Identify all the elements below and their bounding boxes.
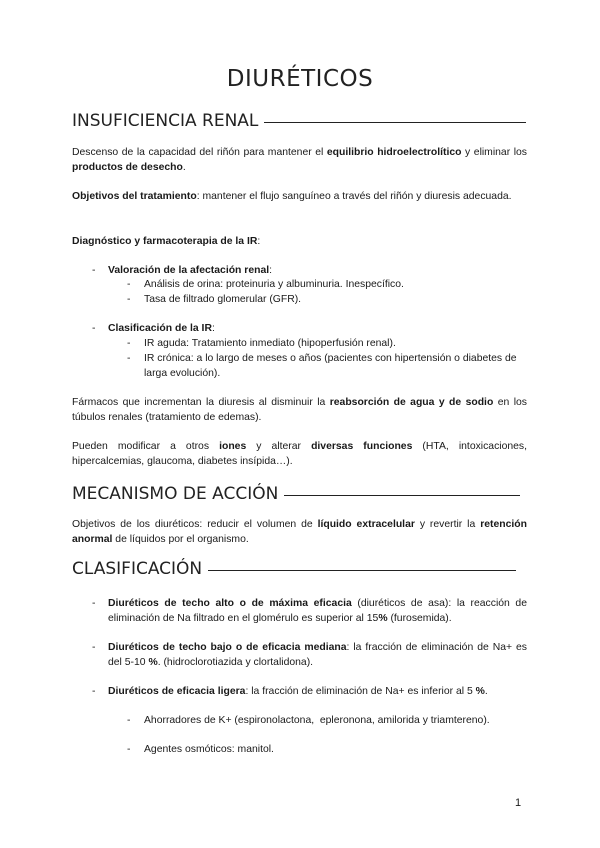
text: y eliminar los: [461, 147, 527, 158]
dash-marker: -: [127, 279, 131, 290]
bold-text: productos de desecho: [72, 162, 183, 173]
text: en los túbulos renales (tratamiento de edemas).: [72, 397, 527, 423]
section-heading-clasificacion: [72, 558, 516, 580]
sub-bullet: [127, 277, 527, 292]
sub-bullet-text: IR aguda: Tratamiento inmediato (hipoperfusión renal).: [144, 338, 396, 349]
bold-text: Diuréticos de techo bajo o de eficacia mediana: [108, 642, 347, 653]
paragraph-farmacos: [72, 395, 527, 425]
sub-bullet: [127, 336, 527, 351]
dash-marker: -: [127, 715, 131, 726]
bold-text: iones: [219, 441, 247, 452]
bullet-techo-alto: [92, 596, 527, 626]
bullet-valoracion: [92, 263, 527, 278]
bold-text: Diagnóstico y farmacoterapia de la IR: [72, 236, 258, 247]
bold-text: %: [148, 657, 158, 668]
text: : mantener el flujo sanguíneo a través del riñón y diuresis adecuada.: [196, 191, 512, 202]
text: (furosemida).: [387, 613, 452, 624]
heading-rule: [264, 122, 526, 123]
bold-text: %: [475, 686, 485, 697]
text: : la fracción de eliminación de Na+ es del 5-10: [108, 642, 527, 668]
text: : la fracción de eliminación de Na+ es inferior al 5: [245, 686, 476, 697]
text: Fármacos que incrementan la diuresis al disminuir la: [72, 397, 330, 408]
bold-text: líquido extracelular: [317, 519, 415, 530]
heading-rule: [284, 495, 520, 496]
section-heading-mecanismo: [72, 483, 520, 505]
page-number: 1: [515, 797, 522, 809]
text: :: [257, 236, 261, 247]
sub-bullet-text: Ahorradores de K+ (espironolactona, epleronona, amilorida y triamtereno).: [144, 715, 490, 726]
bold-text: Valoración de la afectación renal: [108, 265, 270, 276]
bold-text: equilibrio hidroelectrolítico: [326, 147, 462, 158]
dash-marker: -: [92, 265, 96, 276]
sub-bullet-text: Agentes osmóticos: manitol.: [144, 744, 274, 755]
paragraph-iones: [72, 439, 527, 469]
text: y revertir la: [414, 519, 481, 530]
paragraph-descenso: [72, 145, 527, 175]
text: :: [211, 323, 215, 334]
sub-bullet-text: Análisis de orina: proteinuria y albuminuria. Inespecífico.: [144, 279, 404, 290]
text: (diuréticos de asa): la reacción de eliminación de Na filtrado en el glomérulo es superior al 15: [108, 598, 527, 624]
text: (HTA, intoxicaciones, hipercalcemias, glaucoma, diabetes insípida…).: [72, 441, 527, 467]
text: .: [484, 686, 488, 697]
sub-bullet: [127, 713, 527, 728]
dash-marker: -: [92, 598, 96, 609]
text: de líquidos por el organismo.: [112, 534, 249, 545]
sub-bullet: [127, 742, 527, 757]
sub-bullet-text: Tasa de filtrado glomerular (GFR).: [144, 294, 302, 305]
bold-text: reabsorción de agua y de sodio: [329, 397, 494, 408]
bold-text: retención anormal: [72, 519, 527, 545]
bold-text: Diuréticos de techo alto o de máxima eficacia: [108, 598, 352, 609]
bold-text: Diuréticos de eficacia ligera: [108, 686, 246, 697]
dash-marker: -: [127, 338, 131, 349]
bold-text: diversas funciones: [311, 441, 413, 452]
page-title: DIURÉTICOS: [226, 66, 374, 92]
section-heading-text: INSUFICIENCIA RENAL: [72, 111, 259, 131]
text: Objetivos de los diuréticos: reducir el volumen de: [72, 519, 318, 530]
heading-rule: [208, 570, 516, 571]
dash-marker: -: [92, 323, 96, 334]
text: . (hidroclorotiazida y clortalidona).: [157, 657, 314, 668]
bold-text: Clasificación de la IR: [108, 323, 212, 334]
text: Pueden modificar a otros: [72, 441, 220, 452]
section-heading-insuficiencia-renal: [72, 110, 526, 132]
paragraph-objetivos-diureticos: [72, 517, 527, 547]
paragraph-diagnostico: [72, 234, 527, 249]
text: .: [182, 162, 186, 173]
section-heading-text: CLASIFICACIÓN: [72, 559, 203, 579]
text: y alterar: [246, 441, 312, 452]
dash-marker: -: [92, 642, 96, 653]
paragraph-objetivos: [72, 189, 527, 204]
bullet-eficacia-ligera: [92, 684, 527, 699]
bullet-techo-bajo: [92, 640, 527, 670]
text: :: [269, 265, 273, 276]
dash-marker: -: [127, 294, 131, 305]
dash-marker: -: [127, 353, 131, 364]
sub-bullet: [127, 292, 527, 307]
dash-marker: -: [127, 744, 131, 755]
dash-marker: -: [92, 686, 96, 697]
section-heading-text: MECANISMO DE ACCIÓN: [72, 484, 279, 504]
sub-bullet-text: IR crónica: a lo largo de meses o años (pacientes con hipertensión o diabetes de larga evolución).: [144, 353, 529, 379]
bold-text: Objetivos del tratamiento: [72, 191, 197, 202]
bold-text: %: [378, 613, 388, 624]
sub-bullet: [127, 351, 527, 381]
text: Descenso de la capacidad del riñón para mantener el: [72, 147, 327, 158]
bullet-clasificacion-ir: [92, 321, 527, 336]
